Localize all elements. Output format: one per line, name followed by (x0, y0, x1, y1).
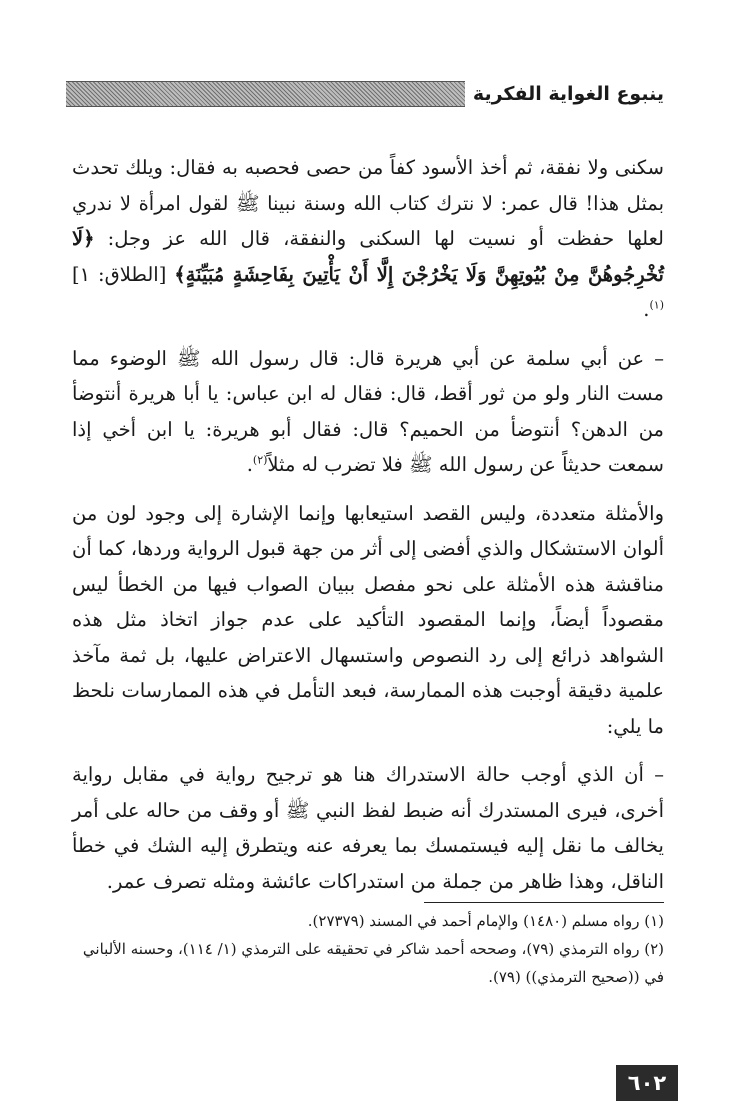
paragraph-1 (72, 150, 664, 328)
footnote-1: (١) رواه مسلم (١٤٨٠) والإمام أحمد في المسند (٢٧٣٧٩). (307, 912, 664, 930)
running-header (66, 78, 664, 110)
footnote-marker-2[interactable]: (٢) (252, 453, 268, 467)
footnotes (72, 902, 664, 991)
footnote-marker-1[interactable]: (١) (649, 298, 664, 312)
verse-reference: [الطلاق: ١] (72, 262, 175, 286)
footnote-2: (٢) رواه الترمذي (٧٩)، وصححه أحمد شاكر في تحقيقه على الترمذي (١/ ١١٤)، وحسنه الألباني في ((صحيح الترمذي)) (٧٩). (82, 940, 664, 986)
body-text (72, 150, 664, 899)
paragraph-1-end: . (643, 298, 650, 321)
page-number: ٦٠٢ (616, 1065, 678, 1101)
header-title: ينبوع الغواية الفكرية (472, 83, 664, 105)
paragraph-4: – أن الذي أوجب حالة الاستدراك هنا هو ترجيح رواية في مقابل رواية أخرى، فيرى المستدرك أنه ضبط لفظ النبي ﷺ أو وقف من حاله على أمر يخالف ما نقل إليه فيستمسك بما يعرفه عنه ويتطرق إليه الشك في خطأ الناقل، وهذا ظاهر من جملة من استدراكات عائشة ومثله تصرف عمر. (72, 763, 664, 893)
paragraph-1-text: سكنى ولا نفقة، ثم أخذ الأسود كفاً من حصى فحصبه به فقال: ويلك تحدث بمثل هذا! قال عمر: لا نترك كتاب الله وسنة نبينا ﷺ لقول امرأة لا ندري لعلها حفظت أو نسيت لها السكنى والنفقة، قال الله عز وجل: (72, 156, 664, 250)
header-hatched-bar (66, 81, 465, 107)
footnote-divider (424, 902, 664, 903)
paragraph-2 (72, 341, 664, 483)
paragraph-2-end: . (246, 453, 253, 476)
paragraph-3: والأمثلة متعددة، وليس القصد استيعابها وإنما الإشارة إلى وجود لون من ألوان الاستشكال والذي أفضى إلى أثر من جهة قبول الرواية وردها، كما أن مناقشة هذه الأمثلة على نحو مفصل ببيان الصواب فيها من الخطأ ليس مقصوداً أيضاً، وإنما المقصود التأكيد على عدم جواز اتخاذ مثل هذه الشواهد ذرائع إلى رد النصوص واستسهال الاعتراض عليها، بل ثمة مآخذ علمية دقيقة أوجبت هذه الممارسة، فبعد التأمل في هذه الممارسات نلحظ ما يلي: (72, 501, 664, 738)
paragraph-2-text: – عن أبي سلمة عن أبي هريرة قال: قال رسول الله ﷺ الوضوء مما مست النار ولو من ثور أقط، قال: فقال له ابن عباس: يا أبا هريرة أنتوضأ من الدهن؟ أنتوضأ من الحميم؟ قال: فقال أبو هريرة: يا ابن أخي إذا سمعت حديثاً عن رسول الله ﷺ فلا تضرب له مثلاً (72, 346, 664, 476)
quran-verse: ﴿لَا تُخْرِجُوهُنَّ مِنْ بُيُوتِهِنَّ وَلَا يَخْرُجْنَ إِلَّا أَنْ يَأْتِينَ بِفَاحِشَةٍ مُبَيِّنَةٍ﴾ (72, 227, 664, 286)
